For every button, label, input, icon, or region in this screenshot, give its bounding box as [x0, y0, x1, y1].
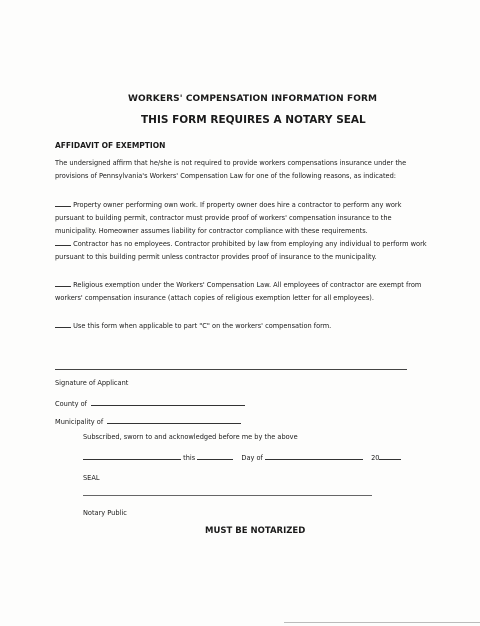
- reason-item: [55, 199, 427, 238]
- reason-item: [55, 238, 427, 264]
- reason-checkbox-line[interactable]: [55, 279, 71, 287]
- municipality-row: [55, 416, 241, 426]
- notary-label: Notary Public: [83, 509, 127, 517]
- reason-checkbox-line[interactable]: [55, 238, 71, 246]
- county-row: [55, 398, 245, 408]
- reason-text: Contractor has no employees. Contractor prohibited by law from employing any individual to perform work pursuant to this building permit unless contractor provides proof of insurance to the municipality.: [55, 240, 427, 261]
- year-prefix: 20: [371, 454, 380, 462]
- notary-notice: THIS FORM REQUIRES A NOTARY SEAL: [141, 114, 366, 126]
- reason-item: [55, 320, 427, 333]
- month-field[interactable]: [265, 452, 363, 460]
- notary-signature-line[interactable]: [83, 495, 372, 496]
- county-label: County of: [55, 400, 87, 408]
- scan-edge: [284, 622, 480, 623]
- seal-label: SEAL: [83, 474, 100, 482]
- municipality-label: Municipality of: [55, 418, 104, 426]
- must-notarize: MUST BE NOTARIZED: [205, 526, 306, 536]
- reason-text: Religious exemption under the Workers' Compensation Law. All employees of contractor are exempt from workers' compensation insurance (attach copies of religious exemption letter for all employees).: [55, 281, 422, 302]
- municipality-field[interactable]: [107, 416, 241, 424]
- reason-text: Property owner performing own work. If property owner does hire a contractor to perform any work pursuant to building permit, contractor must provide proof of workers' compensation insurance to the municipality. Homeowner assumes liability for contractor compliance with these requirements.: [55, 201, 402, 235]
- subscribed-text: Subscribed, sworn to and acknowledged before me by the above: [83, 433, 298, 441]
- year-field[interactable]: [379, 452, 401, 460]
- reason-checkbox-line[interactable]: [55, 199, 71, 207]
- reason-item: [55, 279, 427, 305]
- reason-checkbox-line[interactable]: [55, 320, 71, 328]
- signature-line[interactable]: [55, 369, 407, 370]
- signature-label: Signature of Applicant: [55, 379, 129, 387]
- intro-paragraph: The undersigned affirm that he/she is not required to provide workers compensations insurance under the provisions of Pennsylvania's Workers' Compensation Law for one of the following reasons, as indicated:: [55, 159, 407, 180]
- county-field[interactable]: [91, 398, 245, 406]
- reason-text: Use this form when applicable to part "C" on the workers' compensation form.: [73, 322, 332, 330]
- form-title: WORKERS' COMPENSATION INFORMATION FORM: [128, 94, 378, 104]
- section-heading: AFFIDAVIT OF EXEMPTION: [55, 141, 166, 150]
- name-field[interactable]: [83, 452, 181, 460]
- day-of-label: Day of: [241, 454, 263, 462]
- date-row: [83, 452, 401, 462]
- day-field[interactable]: [197, 452, 233, 460]
- this-label: this: [183, 454, 196, 462]
